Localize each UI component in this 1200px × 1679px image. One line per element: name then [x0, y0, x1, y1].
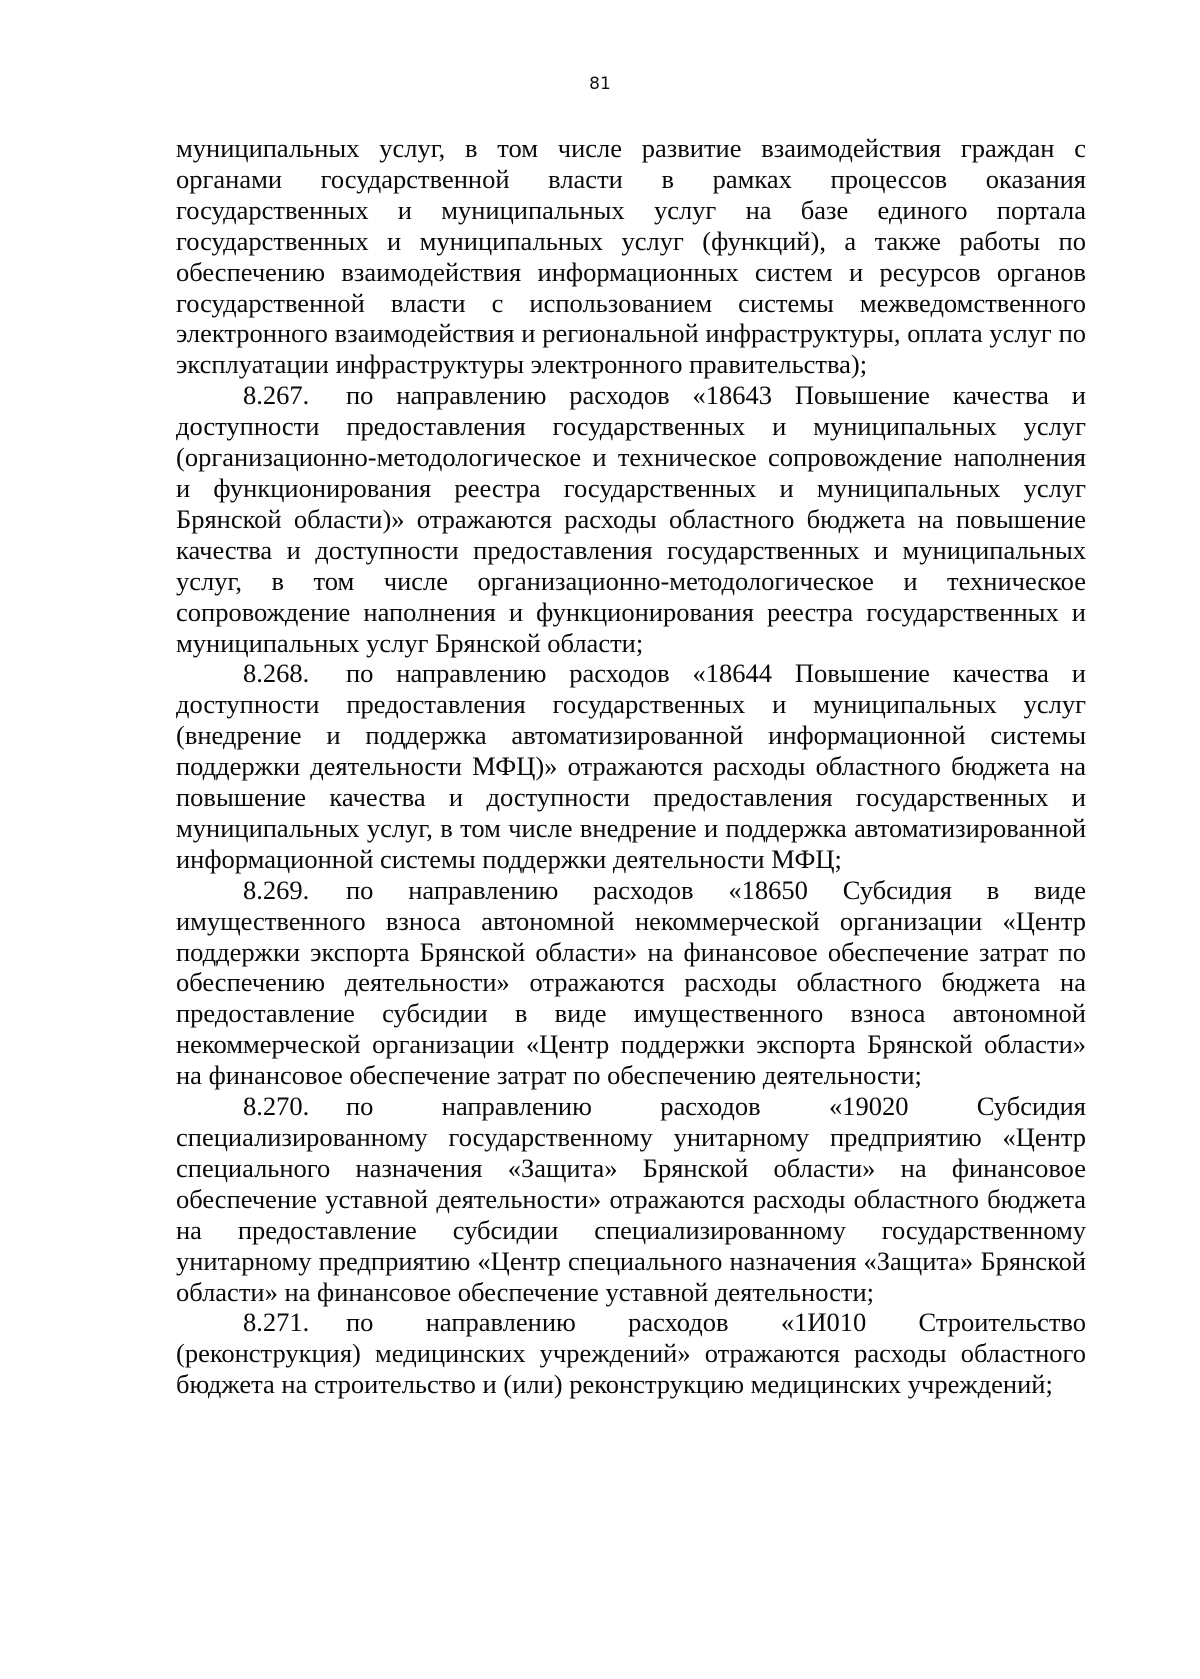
paragraph-text: по направлению расходов «19020 Субсидия специализированному государственному унитарному предприятию «Центр специального назначения «Защита» Брянской области» на финансовое обеспечение уставной деятельности» отражаются расходы областного бюджета на предоставление субсидии специализированному государственному унитарному предприятию «Центр специального назначения «Защита» Брянской области» на финансовое обеспечение уставной деятельности;: [176, 1091, 1086, 1307]
paragraph-continuation: [176, 133, 1086, 380]
paragraph-number: 8.271.: [243, 1307, 310, 1338]
paragraph-number: 8.267.: [243, 380, 310, 411]
page-number: 81: [589, 74, 611, 94]
paragraph-text: муниципальных услуг, в том числе развитие взаимодействия граждан с органами государственной власти в рамках процессов оказания государственных и муниципальных услуг на базе единого портала государственных и муниципальных услуг (функций), а также работы по обеспечению взаимодействия информационных систем и ресурсов органов государственной власти с использованием системы межведомственного электронного взаимодействия и региональной инфраструктуры, оплата услуг по эксплуатации инфраструктуры электронного правительства);: [176, 133, 1086, 380]
paragraph-8-270: [176, 1091, 1086, 1307]
paragraph-text: по направлению расходов «18650 Субсидия в виде имущественного взноса автономной некоммерческой организации «Центр поддержки экспорта Брянской области» на финансовое обеспечение затрат по обеспечению деятельности» отражаются расходы областного бюджета на предоставление субсидии в виде имущественного взноса автономной некоммерческой организации «Центр поддержки экспорта Брянской области» на финансовое обеспечение затрат по обеспечению деятельности;: [176, 874, 1086, 1091]
paragraph-8-267: [176, 380, 1086, 658]
paragraph-8-268: [176, 658, 1086, 874]
paragraph-number: 8.268.: [243, 658, 310, 689]
paragraph-text: по направлению расходов «1И010 Строительство (реконструкция) медицинских учреждений» отражаются расходы областного бюджета на строительство и (или) реконструкцию медицинских учреждений;: [176, 1307, 1086, 1400]
paragraph-8-271: [176, 1307, 1086, 1400]
paragraph-text: по направлению расходов «18644 Повышение качества и доступности предоставления государственных и муниципальных услуг (внедрение и поддержка автоматизированной информационной системы поддержки деятельности МФЦ)» отражаются расходы областного бюджета на повышение качества и доступности предоставления государственных и муниципальных услуг, в том числе внедрение и поддержка автоматизированной информационной системы поддержки деятельности МФЦ;: [176, 658, 1086, 874]
document-body: [176, 133, 1086, 1400]
paragraph-number: 8.270.: [243, 1091, 310, 1122]
paragraph-number: 8.269.: [243, 874, 310, 905]
paragraph-8-269: [176, 875, 1086, 1091]
paragraph-text: по направлению расходов «18643 Повышение качества и доступности предоставления государственных и муниципальных услуг (организационно-методологическое и техническое сопровождение наполнения и функционирования реестра государственных и муниципальных услуг Брянской области)» отражаются расходы областного бюджета на повышение качества и доступности предоставления государственных и муниципальных услуг, в том числе организационно-методологическое и техническое сопровождение наполнения и функционирования реестра государственных и муниципальных услуг Брянской области;: [176, 380, 1086, 658]
